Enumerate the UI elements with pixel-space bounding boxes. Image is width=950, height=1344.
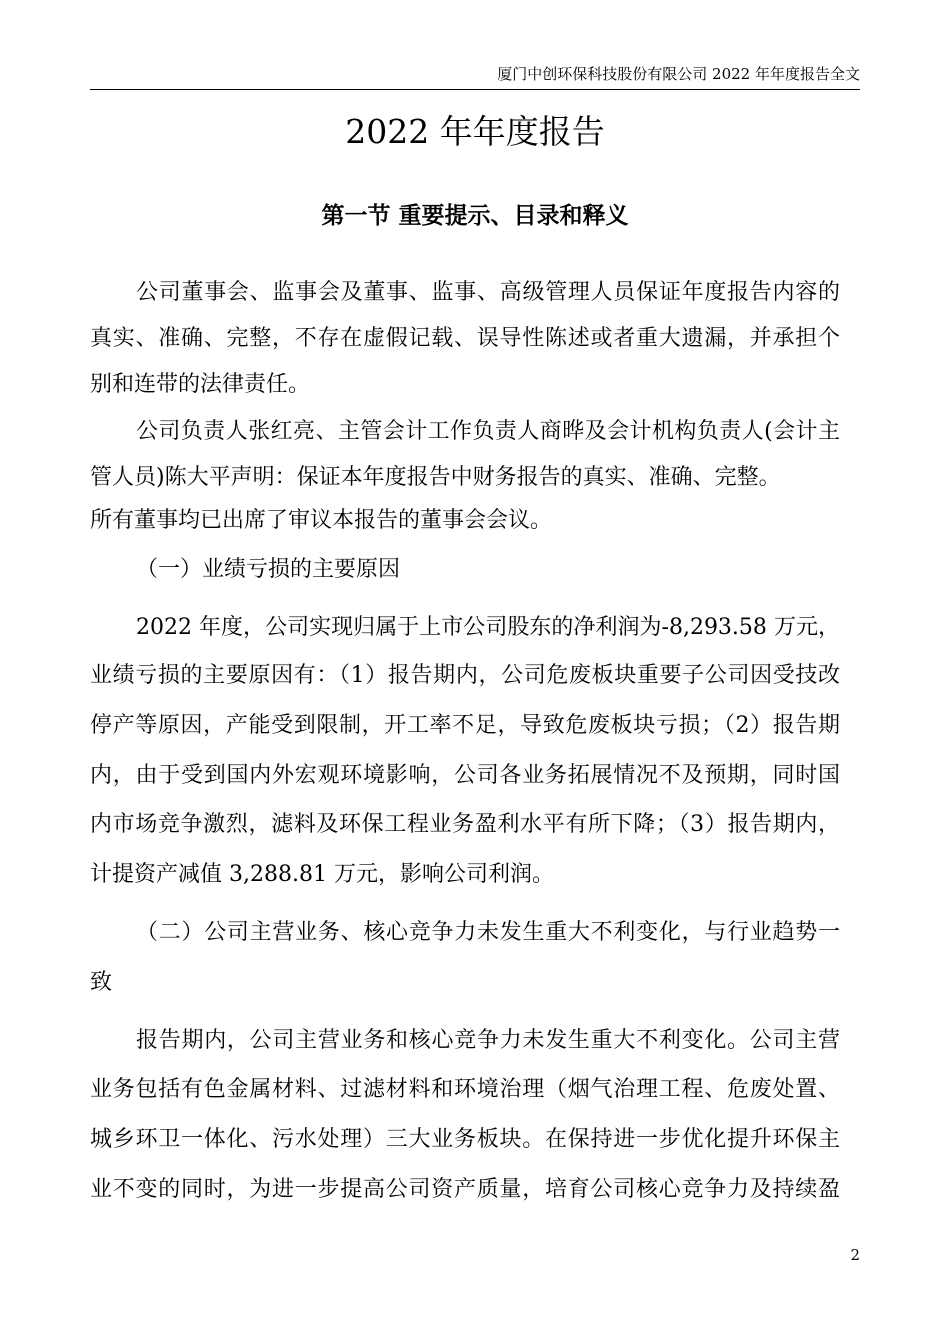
body-line: 业务包括有色金属材料、过滤材料和环境治理（烟气治理工程、危废处置、 xyxy=(90,1077,840,1102)
body-line: 业不变的同时，为进一步提高公司资产质量，培育公司核心竞争力及持续盈 xyxy=(90,1177,840,1202)
subheading: （一）业绩亏损的主要原因 xyxy=(136,557,401,582)
body-line: 真实、准确、完整，不存在虚假记载、误导性陈述或者重大遗漏，并承担个 xyxy=(90,326,840,351)
body-line: 别和连带的法律责任。 xyxy=(90,372,311,397)
body-line: 管人员)陈大平声明：保证本年度报告中财务报告的真实、准确、完整。 xyxy=(90,465,781,490)
body-line: 停产等原因，产能受到限制，开工率不足，导致危废板块亏损；（2）报告期 xyxy=(90,713,840,738)
body-line: 公司董事会、监事会及董事、监事、高级管理人员保证年度报告内容的 xyxy=(136,280,840,305)
body-line: 报告期内，公司主营业务和核心竞争力未发生重大不利变化。公司主营 xyxy=(136,1028,840,1053)
body-line: 城乡环卫一体化、污水处理）三大业务板块。在保持进一步优化提升环保主 xyxy=(90,1127,840,1152)
body-line: 内市场竞争激烈，滤料及环保工程业务盈利水平有所下降；（3）报告期内， xyxy=(90,812,840,837)
body-line: 内，由于受到国内外宏观环境影响，公司各业务拓展情况不及预期，同时国 xyxy=(90,763,840,788)
header-rule xyxy=(90,89,860,90)
running-header: 厦门中创环保科技股份有限公司 2022 年年度报告全文 xyxy=(497,65,860,83)
subheading: 致 xyxy=(90,970,113,995)
body-line: 计提资产减值 3,288.81 万元，影响公司利润。 xyxy=(90,862,554,887)
page-number: 2 xyxy=(850,1246,860,1264)
body-line: 2022 年度，公司实现归属于上市公司股东的净利润为-8,293.58 万元， xyxy=(136,615,840,640)
section-title: 第一节 重要提示、目录和释义 xyxy=(321,203,629,229)
body-line: 公司负责人张红亮、主管会计工作负责人商晔及会计机构负责人(会计主 xyxy=(136,419,840,444)
subheading: （二）公司主营业务、核心竞争力未发生重大不利变化，与行业趋势一 xyxy=(136,920,840,945)
body-line: 业绩亏损的主要原因有：（1）报告期内，公司危废板块重要子公司因受技改 xyxy=(90,663,840,688)
document-title: 2022 年年度报告 xyxy=(345,112,605,151)
body-line: 所有董事均已出席了审议本报告的董事会会议。 xyxy=(90,508,553,533)
